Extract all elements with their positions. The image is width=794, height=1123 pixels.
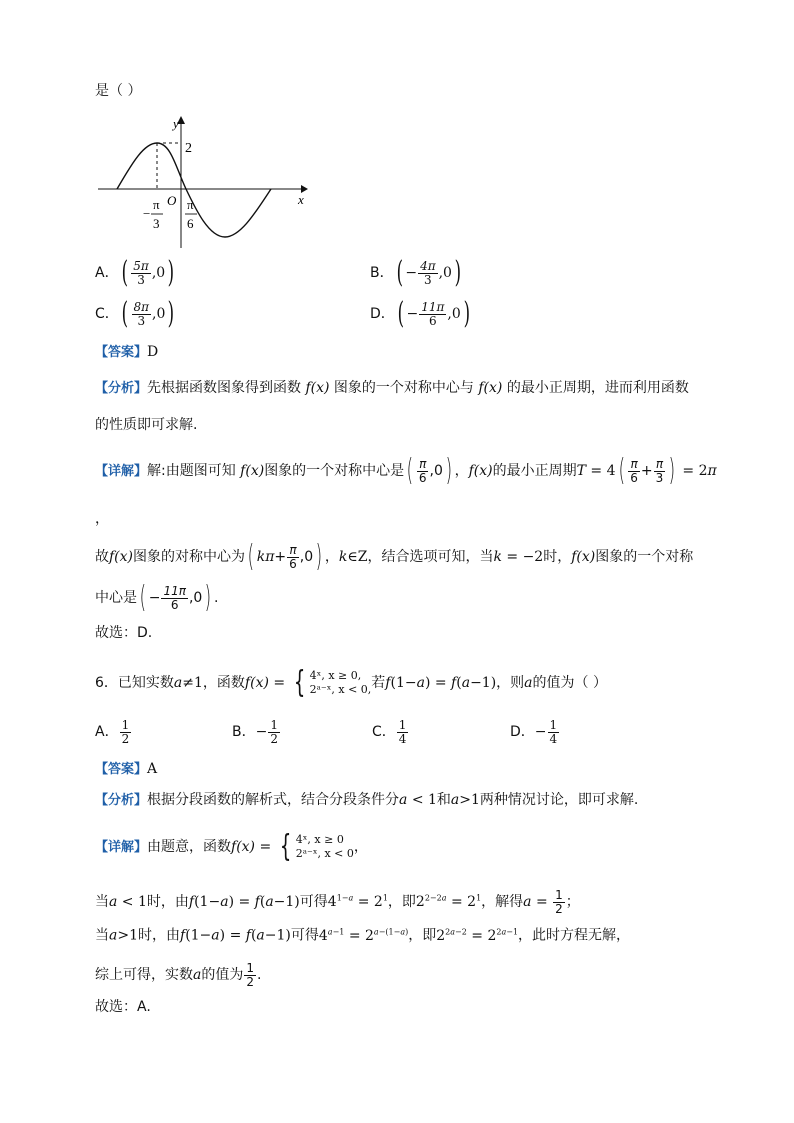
option-c: C． ( $\frac{8\pi}{3}$ ,0 ) [95, 296, 175, 331]
right-tick-den: 6 [187, 216, 194, 231]
left-tick-sign: − [143, 206, 151, 221]
option-b: B． ( − $\frac{4\pi}{3}$ ,0 ) [370, 255, 462, 290]
frac-den: 6 [428, 313, 437, 328]
q6-conclusion: 综上可得，实数a的值为 $\frac{1}{2}$ . [95, 961, 262, 989]
frac-den: 3 [424, 272, 432, 287]
detail-line-4: 中心是 ( − $\frac{11\pi}{6}$ ,0 ) . [95, 580, 219, 615]
analysis-tag: 【分析】 [95, 381, 148, 396]
frac-den: 3 [137, 272, 145, 287]
answer-value: A [147, 761, 158, 777]
origin-label: O [167, 193, 177, 208]
option-a: A． ( $\frac{5\pi}{3}$ ,0 ) [95, 255, 175, 290]
x-axis-label: x [298, 192, 304, 207]
max-value-label: 2 [185, 141, 192, 156]
q6-answer-line [95, 762, 157, 776]
right-tick-num: π [187, 197, 194, 212]
option-letter: C． [95, 306, 119, 322]
frac-den: 3 [137, 313, 146, 328]
option-d: D． ( − $\frac{11\pi}{6}$ ,0 ) [370, 296, 470, 331]
q6-option-a: A． $\frac{1}{2}$ [95, 718, 130, 746]
detail-tag: 【详解】 [95, 464, 148, 479]
frac-num: 8π [133, 299, 150, 314]
frac-num: 11π [421, 299, 445, 314]
option-sign: − [406, 306, 419, 322]
analysis-line: 【分析】先根据函数图象得到函数 f(x) 图象的一个对称中心与 f(x) 的最小正周期，进而利用函数 [95, 380, 689, 396]
q6-option-b: B．− $\frac{1}{2}$ [232, 718, 278, 746]
q6-choice-line: 故选：A. [95, 999, 151, 1015]
detail-line-3: 故f(x)图象的对称中心为 ( kπ + $\frac{\pi}{6}$ ,0 ) ，k∈Z，结合选项可知，当k = −2时，f(x)图象的一个对称 [95, 539, 694, 574]
answer-line [95, 345, 158, 359]
answer-value: D [147, 344, 159, 360]
detail-line: 【详解】解:由题图可知 f(x)图象的一个对称中心是 ( $\frac{\pi}{6}$ ,0 ) ，f(x)的最小正周期T = 4 ( $\frac{\pi}{6}$ + $\frac{\pi}{3}$ ) = 2π [95, 453, 717, 488]
q6-detail-line: 【详解】由题意，函数f(x) = { 4ˣ, x ≥ 0 2ᵃ⁻ˣ, x < 0 ， [95, 829, 368, 864]
detail-comma: ， [95, 511, 109, 527]
option-rest: ,0 [438, 265, 452, 281]
q6-analysis-line: 【分析】根据分段函数的解析式，结合分段条件分a < 1和a>1两种情况讨论，即可求解. [95, 792, 639, 808]
option-letter: D． [370, 306, 395, 322]
frac-num: 4π [420, 258, 436, 273]
q6-case-1: 当a < 1时，由f(1−a) = f(a−1)可得$4^{1-a} = 2^1$，即$2^{2-2a} = 2^1$，解得a = $\frac{1}{2}$ ； [95, 888, 580, 916]
option-sign: − [405, 265, 418, 281]
frac-num: 5π [133, 258, 149, 273]
question-6-stem: 6．已知实数a≠1，函数f(x) = { 4ˣ, x ≥ 0, 2ᵃ⁻ˣ, x < 0, 若f(1−a) = f(a−1)，则a的值为（ ） [95, 665, 607, 700]
y-axis-label: y [173, 116, 179, 131]
answer-tag: 【答案】 [95, 345, 148, 360]
question-prompt-end: 是（ ） [95, 83, 142, 99]
sine-curve [117, 143, 271, 237]
option-rest: ,0 [152, 306, 166, 322]
analysis-tag: 【分析】 [95, 793, 148, 808]
sine-graph [95, 112, 315, 252]
answer-tag: 【答案】 [95, 762, 148, 777]
detail-tag: 【详解】 [95, 840, 148, 855]
option-rest: ,0 [447, 306, 461, 322]
q6-case-2: 当a>1时，由f(1−a) = f(a−1)可得$4^{a-1} = 2^{a-(1-a)}$，即$2^{2a-2} = 2^{2a-1}$，此时方程无解， [95, 927, 631, 944]
option-rest: ,0 [151, 265, 166, 281]
left-tick-den: 3 [153, 216, 160, 231]
left-tick-num: π [153, 197, 160, 212]
analysis-line-2: 的性质即可求解. [95, 417, 198, 433]
q6-option-d: D．− $\frac{1}{4}$ [510, 718, 558, 746]
q6-option-c: C． $\frac{1}{4}$ [372, 718, 407, 746]
option-letter: A． [95, 265, 119, 281]
choice-line: 故选：D. [95, 625, 153, 641]
option-letter: B． [370, 265, 394, 281]
